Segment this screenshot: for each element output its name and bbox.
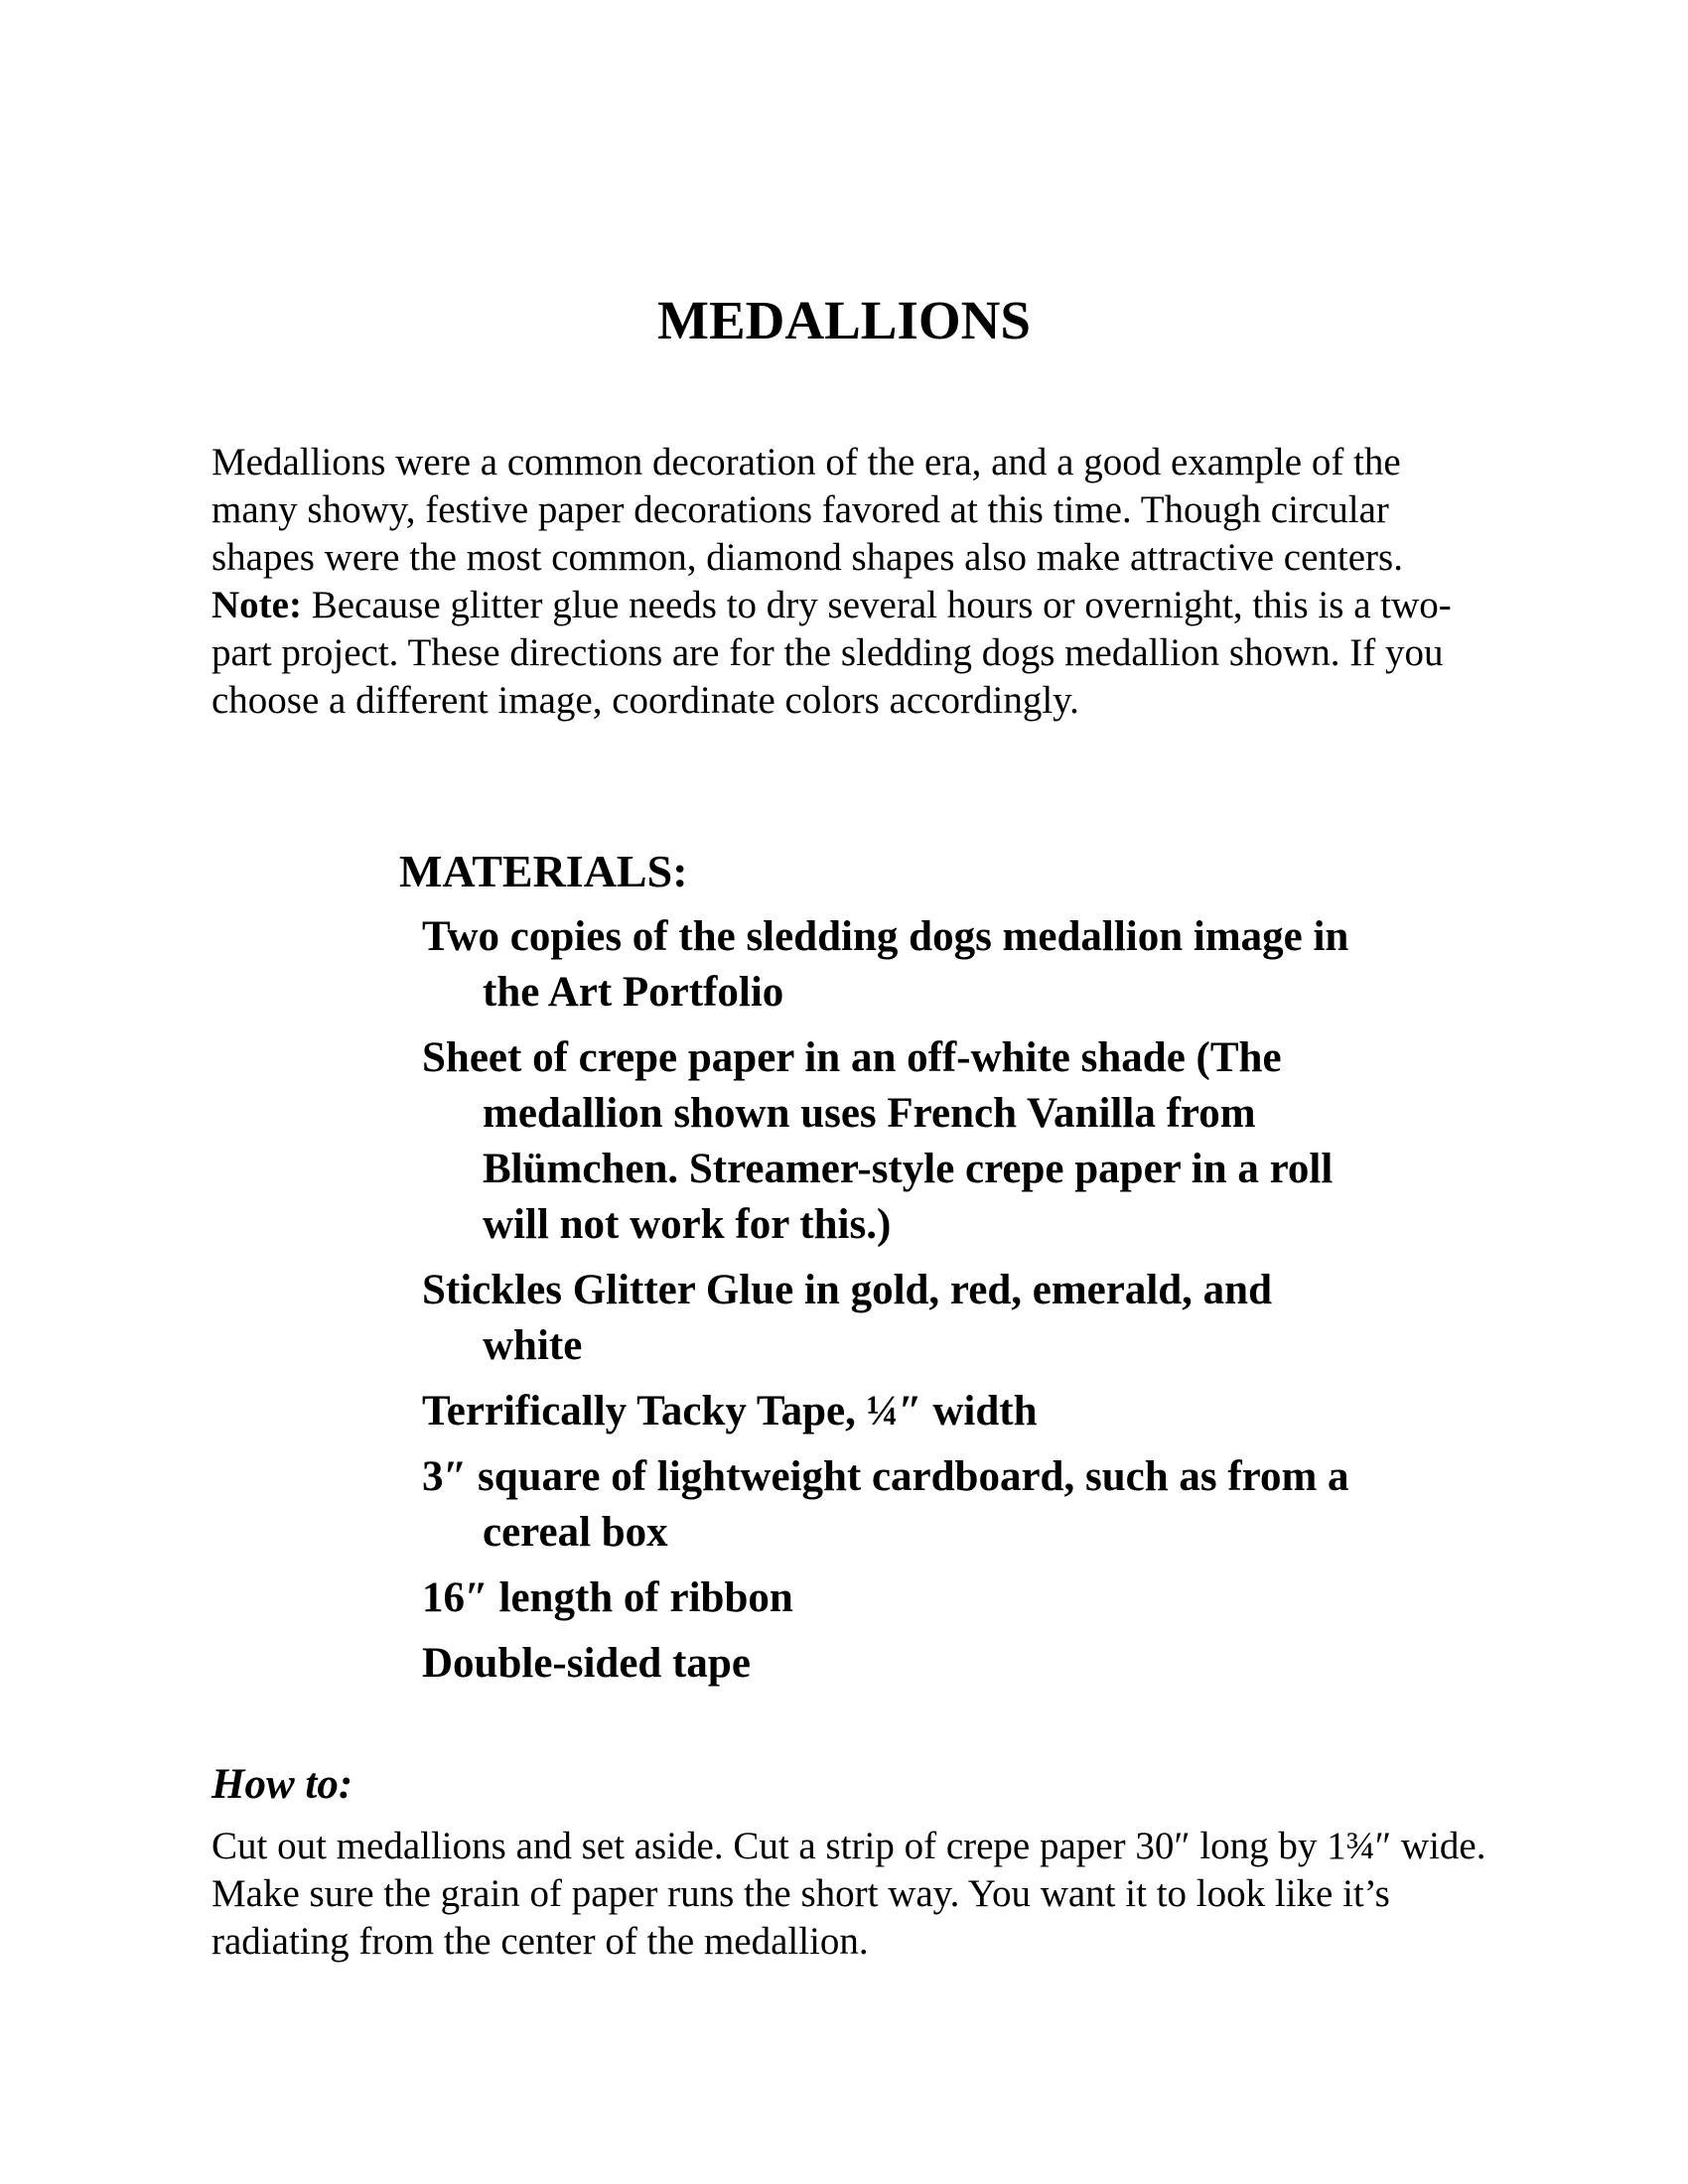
materials-item: Double-sided tape <box>422 1640 751 1687</box>
materials-heading: MATERIALS: <box>399 846 688 896</box>
materials-item: 3″ square of lightweight cardboard, such as from a cereal box <box>422 1453 1349 1556</box>
howto-paragraph: Cut out medallions and set aside. Cut a strip of crepe paper 30″ long by 1¾″ wide. Make sure the grain of paper runs the short way. You want it to look like it’s radiating from the center of the medallion. <box>211 1825 1486 1963</box>
materials-item: Sheet of crepe paper in an off-white shade (The medallion shown uses French Vanilla from Blümchen. Streamer-style crepe paper in a roll will not work for this.) <box>422 1034 1334 1248</box>
note-label: Note: <box>211 584 302 626</box>
materials-list <box>422 909 1365 1702</box>
materials-item: Two copies of the sledding dogs medallion image in the Art Portfolio <box>422 913 1349 1016</box>
intro-paragraph <box>211 439 1492 725</box>
page-title: MEDALLIONS <box>657 290 1031 350</box>
materials-item: Stickles Glitter Glue in gold, red, emerald, and white <box>422 1267 1273 1369</box>
howto-heading: How to: <box>211 1761 353 1808</box>
materials-item: 16″ length of ribbon <box>422 1574 793 1621</box>
intro-text-part1: Medallions were a common decoration of the era, and a good example of the many showy, festive paper decorations favored at this time. Though circular shapes were the most common, diamond shapes also make attractive centers. <box>211 441 1403 579</box>
materials-item: Terrifically Tacky Tape, ¼″ width <box>422 1388 1038 1434</box>
intro-text-part2: Because glitter glue needs to dry several hours or overnight, this is a two-part project. These directions are for the sledding dogs medallion shown. If you choose a different image, coordinate colors accordingly. <box>211 584 1452 722</box>
